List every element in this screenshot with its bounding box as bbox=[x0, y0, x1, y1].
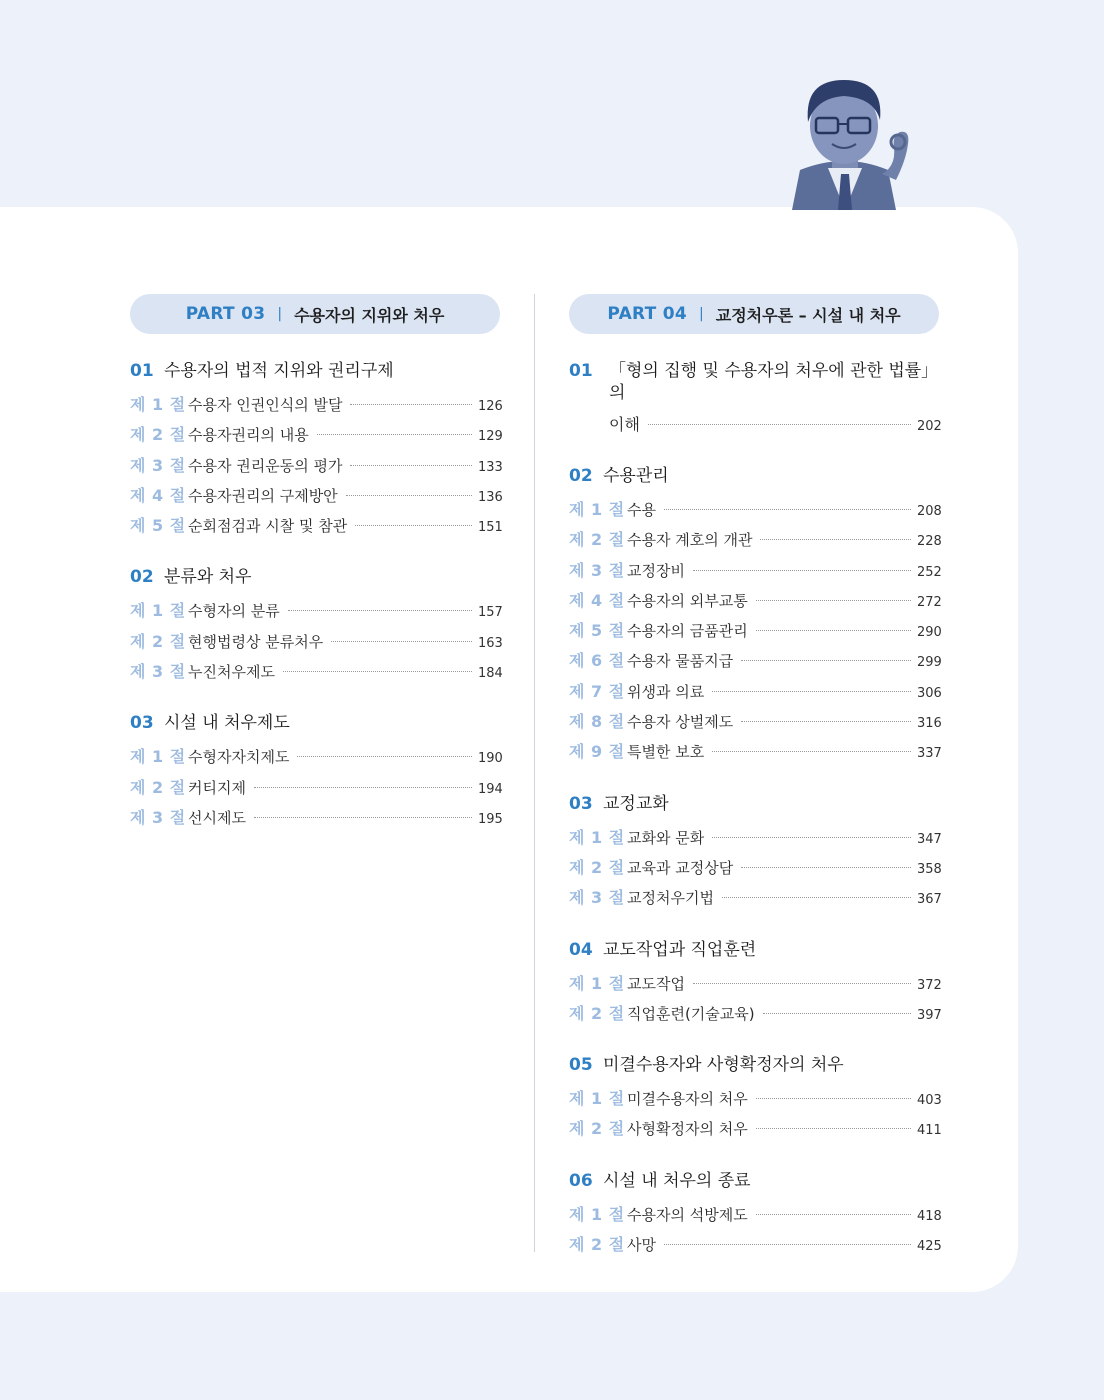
toc-entry bbox=[569, 853, 942, 883]
chapter-title: 수용자의 법적 지위와 권리구제 bbox=[164, 361, 394, 381]
section-title: 수용자권리의 구제방안 bbox=[188, 486, 338, 505]
toc-entry bbox=[569, 999, 942, 1029]
page-number: 411 bbox=[917, 1123, 942, 1139]
chapter-heading bbox=[569, 1054, 939, 1076]
section-number: 제 1 절 bbox=[130, 601, 186, 621]
chapter-title-continuation bbox=[569, 412, 942, 440]
chapter-number: 01 bbox=[130, 361, 154, 381]
toc-entry bbox=[130, 420, 503, 450]
section-number: 제 1 절 bbox=[130, 395, 186, 414]
chapter bbox=[130, 712, 503, 833]
section-number: 제 4 절 bbox=[130, 485, 186, 505]
section-number: 제 2 절 bbox=[569, 1119, 625, 1139]
chapter-title: 시설 내 처우제도 bbox=[164, 713, 290, 734]
toc-entry bbox=[130, 773, 503, 803]
section-number: 제 2 절 bbox=[569, 1235, 625, 1255]
page-number: 316 bbox=[917, 716, 942, 732]
toc-entry bbox=[569, 823, 942, 853]
toc-entry bbox=[130, 511, 503, 541]
dot-leader bbox=[756, 1098, 911, 1099]
part-title: 교정처우론 – 시설 내 처우 bbox=[715, 305, 901, 325]
page-number: 367 bbox=[917, 892, 942, 908]
section-title: 교도작업 bbox=[627, 974, 685, 993]
dot-leader bbox=[254, 787, 472, 788]
chapter-title: 교정교화 bbox=[603, 793, 669, 814]
page-number: 184 bbox=[478, 666, 503, 682]
section-number: 제 1 절 bbox=[569, 1089, 625, 1109]
section-title: 교화와 문화 bbox=[627, 828, 705, 847]
page-number: 252 bbox=[917, 564, 942, 580]
section-title: 수용자의 금품관리 bbox=[627, 622, 748, 641]
page-number: 347 bbox=[917, 831, 942, 847]
part-separator: | bbox=[699, 306, 704, 322]
dot-leader bbox=[355, 525, 472, 526]
section-number: 제 2 절 bbox=[130, 425, 186, 445]
section-number: 제 2 절 bbox=[130, 631, 186, 651]
page-number: 208 bbox=[917, 504, 942, 519]
page-number: 418 bbox=[917, 1208, 942, 1224]
toc-entry bbox=[130, 481, 503, 511]
section-number: 제 5 절 bbox=[569, 621, 625, 641]
toc-entry bbox=[569, 677, 942, 707]
dot-leader bbox=[760, 539, 911, 540]
chapter-number: 04 bbox=[569, 939, 593, 960]
chapter bbox=[569, 939, 942, 1030]
section-title: 수용자 계호의 개관 bbox=[627, 531, 753, 550]
section-title: 수형자의 분류 bbox=[188, 602, 280, 621]
section-title: 수용자권리의 내용 bbox=[188, 426, 309, 445]
section-number: 제 2 절 bbox=[569, 857, 625, 877]
dot-leader bbox=[763, 1013, 911, 1014]
page-number: 195 bbox=[478, 811, 503, 827]
section-title: 현행법령상 분류처우 bbox=[188, 632, 324, 651]
page-number: 133 bbox=[478, 459, 503, 475]
section-number: 제 6 절 bbox=[569, 651, 625, 671]
section-number: 제 5 절 bbox=[130, 516, 186, 536]
page-number: 372 bbox=[917, 977, 942, 993]
dot-leader bbox=[346, 495, 472, 496]
section-number: 제 8 절 bbox=[569, 712, 625, 732]
dot-leader bbox=[297, 756, 472, 757]
chapter-number: 03 bbox=[130, 713, 154, 734]
section-title: 커티지제 bbox=[188, 778, 246, 797]
section-number: 제 1 절 bbox=[569, 973, 625, 993]
chapter-title: 분류와 처우 bbox=[164, 567, 252, 588]
toc-entry bbox=[569, 586, 942, 616]
section-title: 수용자의 석방제도 bbox=[627, 1205, 748, 1224]
page-number: 129 bbox=[478, 429, 503, 445]
dot-leader bbox=[741, 721, 911, 722]
page-number: 151 bbox=[478, 520, 503, 536]
toc-entry bbox=[569, 1114, 942, 1144]
chapter bbox=[569, 1170, 942, 1261]
chapter-title: 시설 내 처우의 종료 bbox=[603, 1170, 751, 1191]
section-title: 미결수용자의 처우 bbox=[627, 1090, 748, 1109]
part-header bbox=[569, 294, 939, 334]
toc-entry bbox=[130, 596, 503, 626]
dot-leader bbox=[350, 404, 472, 405]
dot-leader bbox=[664, 509, 911, 510]
section-title: 순회점검과 시찰 및 참관 bbox=[188, 517, 348, 536]
section-title: 교육과 교정상담 bbox=[627, 858, 734, 877]
chapter-heading bbox=[569, 1170, 939, 1192]
toc-entry bbox=[569, 1230, 942, 1260]
chapter-number: 05 bbox=[569, 1055, 593, 1076]
section-title: 특별한 보호 bbox=[627, 743, 705, 762]
page-number: 190 bbox=[478, 751, 503, 767]
section-title: 수용자 상벌제도 bbox=[627, 713, 734, 732]
section-number: 제 3 절 bbox=[569, 888, 625, 908]
chapter-title-line2: 이해 bbox=[609, 415, 640, 434]
section-number: 제 3 절 bbox=[130, 455, 186, 475]
toc-column-part-03 bbox=[130, 294, 503, 833]
toc-entry bbox=[569, 556, 942, 586]
dot-leader bbox=[317, 434, 472, 435]
dot-leader bbox=[693, 570, 911, 571]
toc-entry bbox=[569, 525, 942, 555]
section-number: 제 7 절 bbox=[569, 681, 625, 701]
section-number: 제 1 절 bbox=[569, 1204, 625, 1224]
section-number: 제 2 절 bbox=[569, 530, 625, 550]
dot-leader bbox=[664, 1244, 911, 1245]
chapter bbox=[569, 465, 942, 768]
page-number: 358 bbox=[917, 861, 942, 877]
dot-leader bbox=[712, 751, 911, 752]
toc-entry bbox=[569, 646, 942, 676]
dot-leader bbox=[741, 660, 911, 661]
part-number: PART 04 bbox=[607, 304, 688, 324]
page-number: 306 bbox=[917, 685, 942, 701]
chapter bbox=[130, 566, 503, 687]
chapter-heading bbox=[569, 465, 939, 487]
chapter bbox=[569, 793, 942, 914]
chapter bbox=[569, 1054, 942, 1145]
dot-leader bbox=[756, 1214, 911, 1215]
section-number: 제 3 절 bbox=[569, 560, 625, 580]
chapter-title: 미결수용자와 사형확정자의 처우 bbox=[603, 1055, 844, 1076]
section-number: 제 3 절 bbox=[130, 807, 186, 827]
page-number: 272 bbox=[917, 594, 942, 610]
toc-entry bbox=[569, 616, 942, 646]
section-title: 수용자 권리운동의 평가 bbox=[188, 456, 343, 475]
chapter-title: 교도작업과 직업훈련 bbox=[603, 939, 757, 960]
dot-leader bbox=[283, 671, 472, 672]
section-title: 수용자의 외부교통 bbox=[627, 591, 748, 610]
dot-leader bbox=[741, 867, 911, 868]
dot-leader bbox=[756, 1128, 911, 1129]
page-number: 425 bbox=[917, 1239, 942, 1255]
dot-leader bbox=[648, 424, 911, 425]
dot-leader bbox=[350, 465, 472, 466]
part-number: PART 03 bbox=[185, 304, 266, 324]
chapter-heading bbox=[130, 566, 500, 588]
page-number: 403 bbox=[917, 1093, 942, 1109]
section-title: 위생과 의료 bbox=[627, 682, 705, 701]
page-number: 136 bbox=[478, 489, 503, 505]
part-header bbox=[130, 294, 500, 334]
section-title: 수용 bbox=[627, 501, 656, 519]
toc-entry bbox=[569, 495, 942, 525]
dot-leader bbox=[722, 897, 911, 898]
section-title: 수용자 물품지급 bbox=[627, 652, 734, 671]
chapter bbox=[130, 360, 503, 541]
section-title: 사망 bbox=[627, 1236, 656, 1255]
section-title: 교정장비 bbox=[627, 561, 685, 580]
toc-entry bbox=[569, 1084, 942, 1114]
toc-column-part-04 bbox=[569, 294, 942, 1260]
section-title: 교정처우기법 bbox=[627, 889, 714, 908]
page-number: 202 bbox=[917, 419, 942, 434]
section-title: 직업훈련(기술교육) bbox=[627, 1004, 755, 1023]
section-number: 제 3 절 bbox=[130, 662, 186, 682]
section-number: 제 1 절 bbox=[130, 747, 186, 767]
dot-leader bbox=[712, 691, 911, 692]
page-number: 397 bbox=[917, 1007, 942, 1023]
column-divider bbox=[534, 294, 535, 1252]
toc-entry bbox=[569, 883, 942, 913]
section-title: 사형확정자의 처우 bbox=[627, 1120, 748, 1139]
chapter-title: 「형의 집행 및 수용자의 처우에 관한 법률」의 bbox=[609, 361, 939, 403]
toc-entry bbox=[130, 390, 503, 420]
section-number: 제 4 절 bbox=[569, 590, 625, 610]
chapter-title: 수용관리 bbox=[603, 466, 669, 486]
toc-entry bbox=[569, 737, 942, 767]
chapter-number: 02 bbox=[130, 567, 154, 588]
part-title: 수용자의 지위와 처우 bbox=[294, 305, 445, 325]
section-title: 수형자자치제도 bbox=[188, 748, 290, 767]
toc-entry bbox=[130, 803, 503, 833]
page-number: 337 bbox=[917, 746, 942, 762]
toc-entry bbox=[130, 627, 503, 657]
chapter-heading bbox=[569, 939, 939, 961]
toc-entry bbox=[569, 969, 942, 999]
toc-entry bbox=[130, 742, 503, 772]
dot-leader bbox=[331, 641, 472, 642]
section-number: 제 2 절 bbox=[130, 777, 186, 797]
toc-entry bbox=[569, 1200, 942, 1230]
chapter-heading bbox=[130, 712, 500, 734]
dot-leader bbox=[712, 837, 911, 838]
chapter-number: 06 bbox=[569, 1170, 593, 1191]
toc-entry bbox=[130, 657, 503, 687]
section-title: 수용자 인권인식의 발달 bbox=[188, 396, 343, 414]
dot-leader bbox=[693, 983, 911, 984]
section-number: 제 1 절 bbox=[569, 500, 625, 519]
section-title: 선시제도 bbox=[188, 808, 246, 827]
chapter-number: 03 bbox=[569, 793, 593, 814]
chapter-heading bbox=[569, 793, 939, 815]
chapter-number: 01 bbox=[569, 361, 593, 381]
page-number: 299 bbox=[917, 655, 942, 671]
toc-entry bbox=[130, 451, 503, 481]
page-number: 126 bbox=[478, 399, 503, 414]
toc-entry bbox=[569, 707, 942, 737]
dot-leader bbox=[756, 600, 911, 601]
section-number: 제 2 절 bbox=[569, 1003, 625, 1023]
dot-leader bbox=[254, 817, 472, 818]
chapter-number: 02 bbox=[569, 466, 593, 486]
page-number: 194 bbox=[478, 781, 503, 797]
page-number: 157 bbox=[478, 605, 503, 621]
page-number: 163 bbox=[478, 635, 503, 651]
dot-leader bbox=[288, 610, 472, 611]
page-number: 228 bbox=[917, 534, 942, 550]
section-number: 제 9 절 bbox=[569, 742, 625, 762]
mascot-illustration bbox=[770, 70, 920, 210]
part-separator: | bbox=[277, 306, 283, 322]
section-number: 제 1 절 bbox=[569, 827, 625, 847]
chapter-heading bbox=[569, 360, 939, 404]
dot-leader bbox=[756, 630, 911, 631]
page-number: 290 bbox=[917, 625, 942, 641]
chapter bbox=[569, 360, 942, 440]
section-title: 누진처우제도 bbox=[188, 663, 275, 682]
chapter-heading bbox=[130, 360, 500, 382]
